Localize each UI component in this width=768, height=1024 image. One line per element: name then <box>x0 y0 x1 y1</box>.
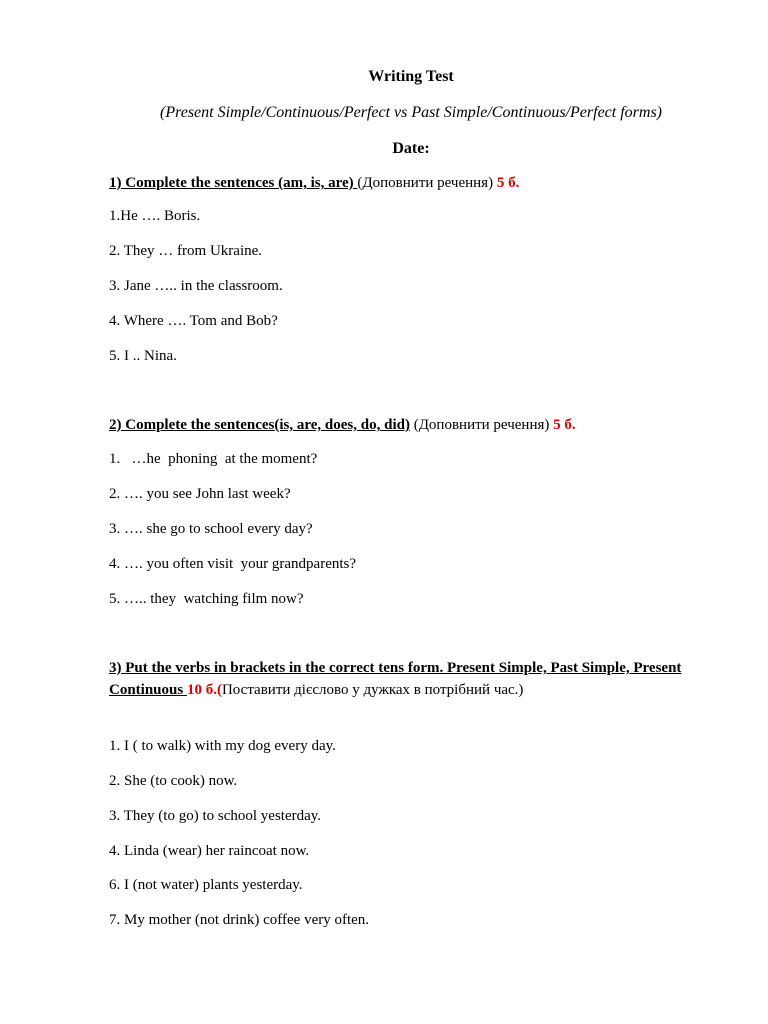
section-3-item-4: 4. Linda (wear) her raincoat now. <box>109 843 310 859</box>
section-2-points: 5 б. <box>553 417 576 433</box>
section-2-item-3: 3. …. she go to school every day? <box>109 521 313 537</box>
section-3-item-1: 1. I ( to walk) with my dog every day. <box>109 738 336 754</box>
section-2-item-4: 4. …. you often visit your grandparents? <box>109 556 357 572</box>
section-3-item-6: 7. My mother (not drink) coffee very often. <box>109 912 370 928</box>
section-3-heading-normal: Поставити дієслово у дужках в потрібний час.) <box>221 682 524 698</box>
document-subtitle: (Present Simple/Continuous/Perfect vs Past Simple/Continuous/Perfect forms) <box>159 104 662 121</box>
section-3-item-3: 3. They (to go) to school yesterday. <box>109 808 322 824</box>
section-2-item-5: 5. ….. they watching film now? <box>109 591 304 607</box>
section-2-heading-bold: 2) Complete the sentences(is, are, does, do, did) <box>109 417 410 433</box>
section-1-heading-normal: (Доповнити речення) <box>357 175 497 191</box>
section-3-heading-bold: 3) Put the verbs in brackets in the correct tens form. Present Simple, Past Simple, Present Continuous <box>109 660 682 698</box>
section-1-item-2: 2. They … from Ukraine. <box>109 243 263 259</box>
section-1-heading <box>109 172 709 194</box>
section-3-heading <box>109 657 709 701</box>
section-3-item-2: 2. She (to cook) now. <box>109 773 238 789</box>
section-3-item-5: 6. I (not water) plants yesterday. <box>109 877 303 893</box>
section-2-item-1: 1. …he phoning at the moment? <box>109 451 318 467</box>
section-2-item-2: 2. …. you see John last week? <box>109 486 291 502</box>
section-1-item-3: 3. Jane ….. in the classroom. <box>109 278 283 294</box>
section-1-points: 5 б. <box>496 175 520 191</box>
date-label: Date: <box>392 140 430 157</box>
section-3-points: 10 б.( <box>186 682 222 698</box>
section-2-heading <box>109 414 709 436</box>
section-1-heading-bold: 1) Complete the sentences (am, is, are) <box>109 175 358 191</box>
section-2-heading-normal: (Доповнити речення) <box>409 417 554 433</box>
section-1-item-1: 1.He …. Boris. <box>109 208 201 224</box>
section-1-item-4: 4. Where …. Tom and Bob? <box>109 313 278 329</box>
section-1-item-5: 5. I .. Nina. <box>109 348 177 364</box>
document-title: Writing Test <box>368 68 454 85</box>
